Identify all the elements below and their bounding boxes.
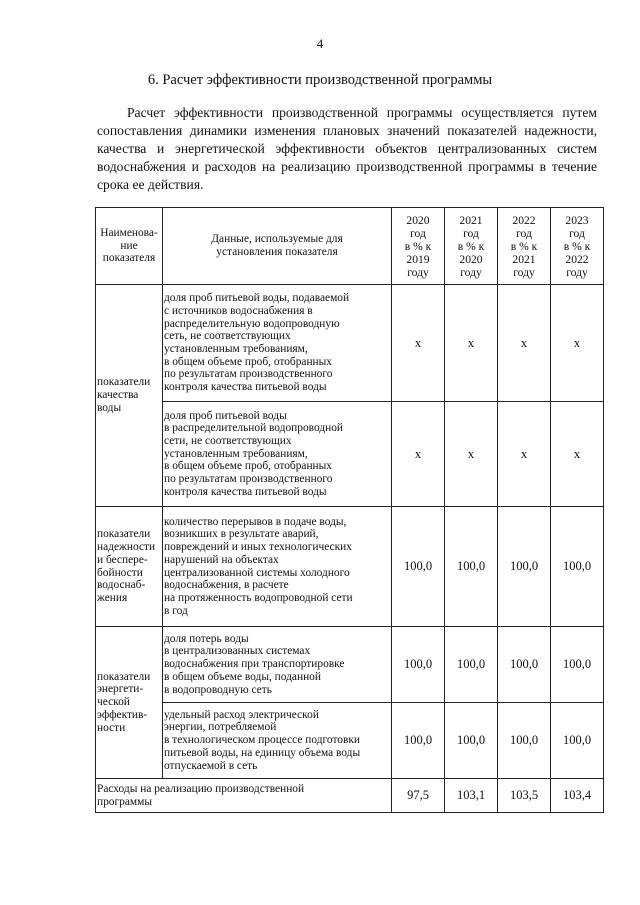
table-row (96, 285, 604, 402)
row-value: 100,0 (392, 507, 445, 627)
row-value: x (498, 402, 551, 507)
row-description: доля проб питьевой воды, подаваемой с источников водоснабжения в распределительную водопроводную сеть, не соответствующих установленным требованиям, в общем объеме проб, отобранных по результатам производственного контроля качества питьевой воды (163, 285, 392, 402)
row-value: 97,5 (392, 779, 445, 813)
row-value: x (392, 285, 445, 402)
row-value: x (392, 402, 445, 507)
header-year-2022: 2022 год в % к 2021 году (498, 208, 551, 285)
table-row-expenses (96, 779, 604, 813)
expenses-label: Расходы на реализацию производственной программы (96, 779, 392, 813)
header-year-2023: 2023 год в % к 2022 году (551, 208, 604, 285)
header-indicator-name: Наименова- ние показателя (96, 208, 163, 285)
row-value: 100,0 (445, 703, 498, 779)
row-description: количество перерывов в подаче воды, возникших в результате аварий, повреждений и иных технологических нарушений на объектах централизованной системы холодного водоснабжения, в расчете на протяженность водопроводной сети в год (163, 507, 392, 627)
row-value: 100,0 (498, 703, 551, 779)
row-value: 100,0 (445, 627, 498, 703)
group-reliability: показатели надежности и беспере- бойности водоснаб- жения (96, 507, 163, 627)
row-description: доля проб питьевой воды в распределительной водопроводной сети, не соответствующих установленным требованиям, в общем объеме проб, отобранных по результатам производственного контроля качества питьевой воды (163, 402, 392, 507)
table-row (96, 703, 604, 779)
table-row (96, 507, 604, 627)
page-number: 4 (316, 36, 324, 51)
row-value: 100,0 (551, 703, 604, 779)
header-year-2021: 2021 год в % к 2020 году (445, 208, 498, 285)
efficiency-table (95, 207, 604, 813)
row-value: x (445, 402, 498, 507)
row-value: 103,5 (498, 779, 551, 813)
table-header-row (96, 208, 604, 285)
row-value: x (551, 285, 604, 402)
row-value: x (498, 285, 551, 402)
row-description: доля потерь воды в централизованных системах водоснабжения при транспортировке в общем объеме воды, поданной в водопроводную сеть (163, 627, 392, 703)
intro-paragraph: Расчет эффективности производственной программы осуществляется путем сопоставления динамики изменения плановых значений показателей надежности, качества и энергетической эффективности объектов централизованных систем водоснабжения и расходов на реализацию производственной программы в течение срока ее действия. (97, 105, 597, 192)
row-value: 100,0 (392, 627, 445, 703)
row-value: 100,0 (551, 507, 604, 627)
row-value: 103,4 (551, 779, 604, 813)
group-energy-efficiency: показатели энергети- ческой эффектив- ности (96, 627, 163, 779)
section-title: 6. Расчет эффективности производственной программы (147, 72, 493, 88)
row-value: 103,1 (445, 779, 498, 813)
row-value: x (445, 285, 498, 402)
row-description: удельный расход электрической энергии, потребляемой в технологическом процессе подготовки питьевой воды, на единицу объема воды отпускаемой в сеть (163, 703, 392, 779)
table-row (96, 402, 604, 507)
row-value: 100,0 (392, 703, 445, 779)
header-data-used: Данные, используемые для установления показателя (163, 208, 392, 285)
table-row (96, 627, 604, 703)
row-value: 100,0 (498, 627, 551, 703)
header-year-2020: 2020 год в % к 2019 году (392, 208, 445, 285)
group-water-quality: показатели качества воды (96, 285, 163, 507)
row-value: 100,0 (551, 627, 604, 703)
row-value: x (551, 402, 604, 507)
row-value: 100,0 (498, 507, 551, 627)
row-value: 100,0 (445, 507, 498, 627)
